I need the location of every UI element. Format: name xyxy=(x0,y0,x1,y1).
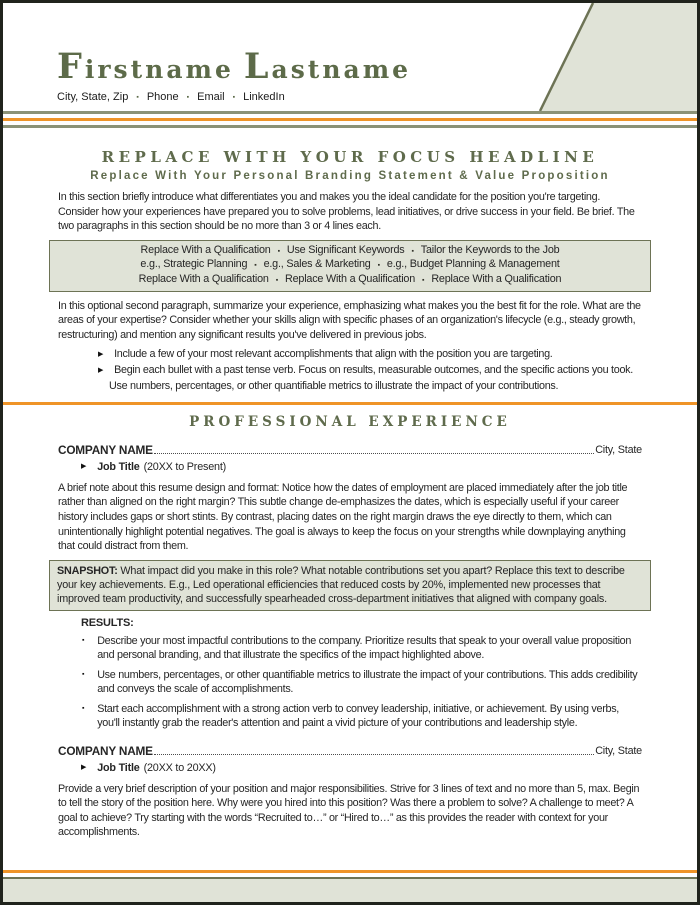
sage-rule xyxy=(3,125,697,128)
experience-section xyxy=(3,415,697,840)
company-location: City, State xyxy=(595,744,642,757)
header xyxy=(3,3,697,103)
header-rules xyxy=(3,111,697,128)
list-item-text: Start each accomplishment with a strong action verb to convey leadership, initiative, or achievement. By using verbs, you'll instantly grab the reader's attention and paint a vivid picture of your contributions and leadership style. xyxy=(97,702,620,730)
square-bullet-icon: ▪ xyxy=(254,262,257,270)
company-row xyxy=(58,443,642,457)
keyword-item: Replace With a Qualification xyxy=(284,272,416,285)
branding-subheadline: Replace With Your Personal Branding Statement & Value Proposition xyxy=(90,170,610,182)
dotted-leader xyxy=(154,754,594,755)
keyword-item: Replace With a Qualification xyxy=(140,243,271,256)
list-item-text: Use numbers, percentages, or other quantifiable metrics to illustrate the impact of your contributions. xyxy=(109,379,559,392)
job-title-text xyxy=(97,761,216,775)
list-item xyxy=(98,379,642,395)
contact-location: City, State, Zip xyxy=(57,91,129,103)
job-dates: (20XX to Present) xyxy=(143,460,227,473)
intro-bullet-list xyxy=(58,347,642,394)
list-item-text: Use numbers, percentages, or other quantifiable metrics to illustrate the impact of your contributions. This adds credibility and conveys the scale of accomplishments. xyxy=(97,668,638,696)
square-bullet-icon: ▪ xyxy=(136,93,139,101)
contact-line xyxy=(57,91,697,103)
arrow-bullet-icon: ▶ xyxy=(98,351,104,359)
keyword-row xyxy=(56,273,644,288)
list-item xyxy=(82,668,642,697)
list-item xyxy=(98,363,642,379)
job2-description-paragraph: Provide a very brief description of your position and major responsibilities. Strive for 3 lines of text and no more than 5, max. Begin to tell the story of the position here. Why were you hired into this position? Was there a problem to solve? A challenge to meet? A goal to achieve? Try starting with the words “Recruited to…” or “Hired to…” as this provides the reader with context for your accomplishments. xyxy=(58,782,640,839)
keyword-item: Use Significant Keywords xyxy=(286,243,405,256)
footer-band xyxy=(3,879,697,902)
keyword-item: Replace With a Qualification xyxy=(138,272,269,285)
snapshot-box xyxy=(49,560,651,611)
arrow-bullet-icon: ▶ xyxy=(98,367,104,375)
keyword-row xyxy=(56,258,644,273)
experience-title: PROFESSIONAL EXPERIENCE xyxy=(189,413,511,430)
job1-note-paragraph: A brief note about this resume design and format: Notice how the dates of employment are placed immediately after the job title rather than aligned on the right margin? This subtle change de-emphasizes the dates, which is especially useful if your career history includes gaps or short stints. By contrast, placing dates on the right margin draws the eye directly to them, which can unintentionally highlight potential negatives. The goal is always to keep the focus on your strengths while downplaying anything that could distract from them. xyxy=(58,481,628,553)
job-title: Job Title xyxy=(97,761,140,774)
contact-phone: Phone xyxy=(146,91,179,103)
name-first-initial: F xyxy=(57,46,85,87)
focus-headline: REPLACE WITH YOUR FOCUS HEADLINE xyxy=(101,148,599,166)
company-name: COMPANY NAME xyxy=(58,442,153,457)
dotted-leader xyxy=(154,453,594,454)
keyword-item: Replace With a Qualification xyxy=(431,272,562,285)
square-bullet-icon: ▪ xyxy=(377,262,380,270)
job-title-row xyxy=(58,761,642,775)
contact-linkedin: LinkedIn xyxy=(243,91,285,103)
intro-paragraph-2: In this optional second paragraph, summarize your experience, emphasizing what makes you the best fit for the role. What are the areas of your expertise? Consider whether your skills align with specific phases of an organization's lifecycle (e.g., steady growth, restructuring) and mention any significant results you've delivered in previous jobs. xyxy=(58,299,641,341)
job-title-text xyxy=(97,460,226,474)
list-item-text: Describe your most impactful contributions to the company. Prioritize results that speak to your overall value proposition and personal branding, and that illustrate the specifics of the impact highlighted above. xyxy=(97,634,632,662)
intro-paragraph-1: In this section briefly introduce what differentiates you and makes you the ideal candidate for the position you're targeting. Consider how your experiences have prepared you to solve problems, lead initiatives, or drive success in your field. Be brief. The two paragraphs in this section should be no more than 3 or 4 lines each. xyxy=(58,191,635,233)
list-item xyxy=(82,634,642,663)
company-name: COMPANY NAME xyxy=(58,743,153,758)
contact-email: Email xyxy=(197,91,225,103)
results-label: RESULTS: xyxy=(81,616,134,629)
list-item xyxy=(98,347,642,363)
arrow-bullet-icon: ▶ xyxy=(81,462,87,470)
square-bullet-icon: ▪ xyxy=(277,247,280,255)
list-item xyxy=(82,702,642,731)
snapshot-text: What impact did you make in this role? What notable contributions set you apart? Replace this text to describe your key achievements. E.g., Led operational efficiencies that reduced costs by 20%, implemented new processes that improved team productivity, and successfully spearheaded cross-department initiatives that aligned with company goals. xyxy=(57,564,625,606)
keyword-row xyxy=(56,244,644,259)
keyword-box xyxy=(49,240,651,292)
name-first-rest: irstname xyxy=(84,55,234,84)
square-bullet-icon: ▪ xyxy=(82,705,85,713)
intro-section xyxy=(3,149,697,395)
list-item-text: Begin each bullet with a past tense verb. Focus on results, measurable outcomes, and the specific actions you took. xyxy=(114,364,633,377)
name-last-rest: astname xyxy=(271,55,412,84)
page-footer xyxy=(3,870,697,902)
company-location: City, State xyxy=(595,443,642,456)
snapshot-label: SNAPSHOT: xyxy=(57,564,118,577)
square-bullet-icon: ▪ xyxy=(275,276,278,284)
square-bullet-icon: ▪ xyxy=(186,93,190,101)
name-last-initial: L xyxy=(243,46,272,87)
section-divider xyxy=(3,402,697,405)
square-bullet-icon: ▪ xyxy=(82,637,85,645)
job-dates: (20XX to 20XX) xyxy=(143,761,216,774)
square-bullet-icon: ▪ xyxy=(232,93,236,101)
keyword-item: e.g., Strategic Planning xyxy=(140,258,248,271)
candidate-name xyxy=(57,46,697,87)
company-row xyxy=(58,744,642,758)
arrow-bullet-icon: ▶ xyxy=(81,763,87,771)
list-item-text: Include a few of your most relevant accomplishments that align with the position you are targeting. xyxy=(114,348,553,361)
results-bullet-list xyxy=(58,634,642,731)
square-bullet-icon: ▪ xyxy=(422,276,425,284)
square-bullet-icon: ▪ xyxy=(411,247,414,255)
square-bullet-icon: ▪ xyxy=(82,671,85,679)
keyword-item: Tailor the Keywords to the Job xyxy=(420,243,560,256)
job-title: Job Title xyxy=(97,460,140,473)
keyword-item: e.g., Sales & Marketing xyxy=(263,258,371,271)
keyword-item: e.g., Budget Planning & Management xyxy=(386,258,560,271)
job-title-row xyxy=(58,460,642,474)
